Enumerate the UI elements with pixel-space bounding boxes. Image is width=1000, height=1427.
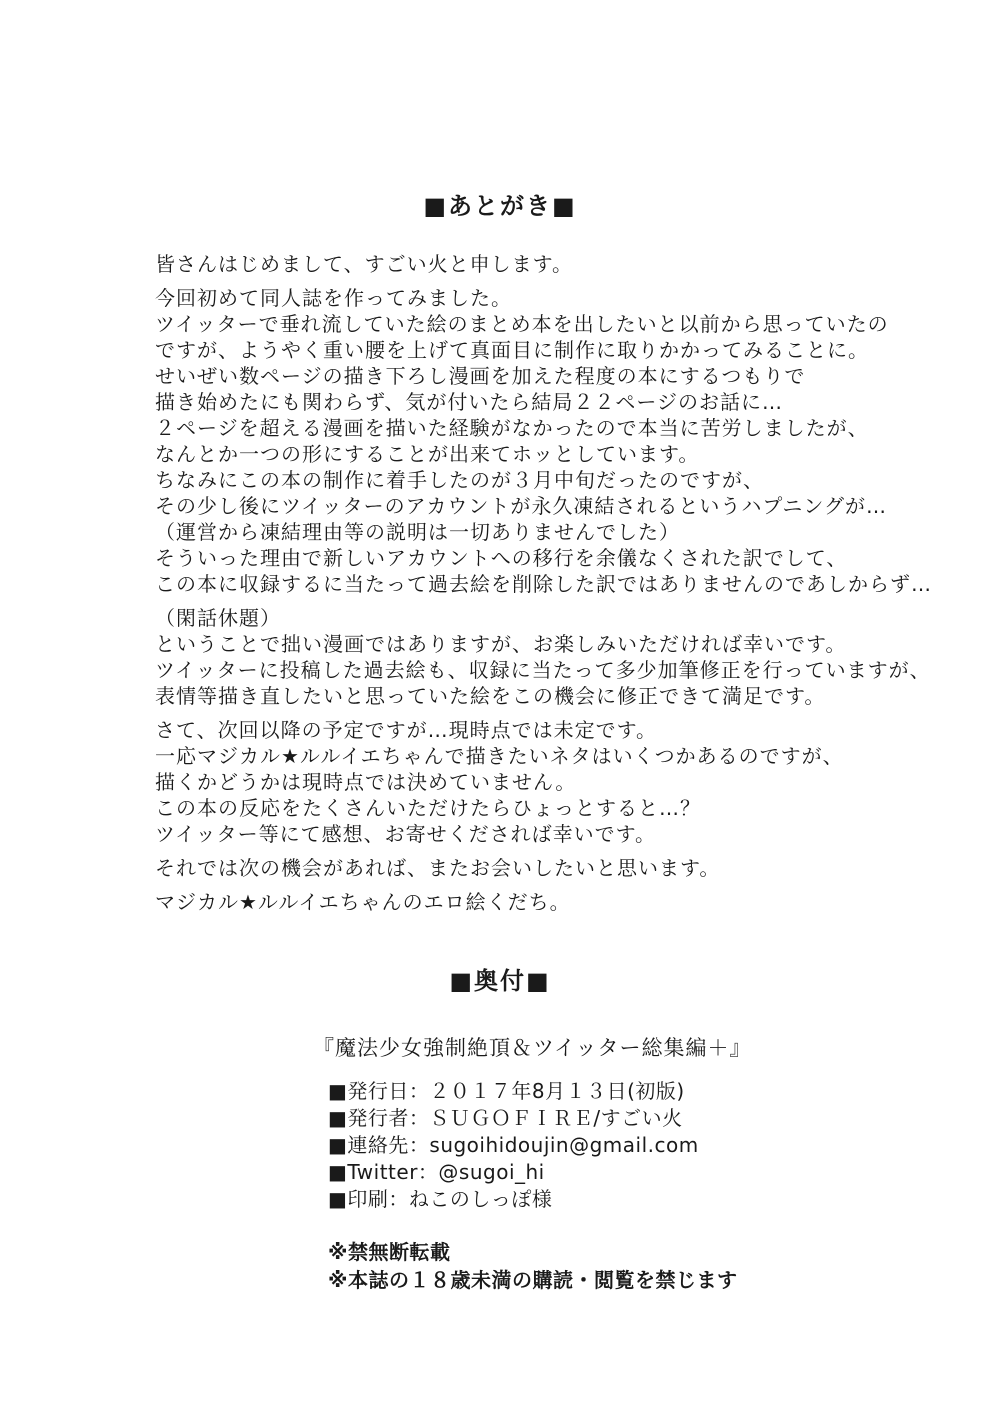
afterword-text-line: 表情等描き直したいと思っていた絵をこの機会に修正できて満足です。 bbox=[155, 684, 826, 708]
afterword-text-line: せいぜい数ページの描き下ろし漫画を加えた程度の本にするつもりで bbox=[155, 364, 806, 388]
afterword-text-line: ということで拙い漫画ではありますが、お楽しみいただければ幸いです。 bbox=[155, 632, 847, 656]
colophon-detail-line: ■連絡先：sugoihidoujin@gmail.com bbox=[328, 1133, 699, 1157]
afterword-text-line: この本に収録するに当たって過去絵を削除した訳ではありませんのであしからず… bbox=[155, 572, 932, 596]
colophon-details bbox=[0, 1078, 1000, 1213]
afterword-text-line: ですが、ようやく重い腰を上げて真面目に制作に取りかかってみることに。 bbox=[155, 338, 869, 362]
afterword-text-line: さて、次回以降の予定ですが…現時点では未定です。 bbox=[155, 718, 657, 742]
colophon-notice-line: ※本誌の１８歳未満の購読・閲覧を禁じます bbox=[328, 1268, 738, 1292]
afterword-text-line: ２ページを超える漫画を描いた経験がなかったので本当に苦労しましたが、 bbox=[155, 416, 869, 440]
colophon-notice-line: ※禁無断転載 bbox=[328, 1240, 451, 1264]
afterword-heading: ■あとがき■ bbox=[423, 192, 577, 220]
afterword-text-line: ツイッター等にて感想、お寄せくだされば幸いです。 bbox=[155, 822, 656, 846]
afterword-text-line: マジカル★ルルイエちゃんのエロ絵くだち。 bbox=[155, 890, 571, 914]
colophon-notices bbox=[0, 1238, 1000, 1294]
afterword-text-line: 今回初めて同人誌を作ってみました。 bbox=[155, 286, 512, 310]
book-title: 『魔法少女強制絶頂＆ツイッター総集編＋』 bbox=[313, 1036, 752, 1060]
colophon-heading: ■奥付■ bbox=[449, 967, 551, 995]
afterword-text-line: この本の反応をたくさんいただけたらひょっとすると…？ bbox=[155, 796, 701, 820]
afterword-text-line: 皆さんはじめまして、すごい火と申します。 bbox=[155, 252, 573, 276]
colophon-detail-line: ■発行日：２０１７年8月１３日(初版) bbox=[328, 1079, 685, 1103]
afterword-text-line: それでは次の機会があれば、またお会いしたいと思います。 bbox=[155, 856, 721, 880]
afterword-text-line: そういった理由で新しいアカウントへの移行を余儀なくされた訳でして、 bbox=[155, 546, 848, 570]
afterword-text-line: なんとか一つの形にすることが出来てホッとしています。 bbox=[155, 442, 700, 466]
afterword-text-line: 一応マジカル★ルルイエちゃんで描きたいネタはいくつかあるのですが、 bbox=[155, 744, 844, 768]
afterword-text-line: 描き始めたにも関わらず、気が付いたら結局２２ページのお話に… bbox=[155, 390, 783, 414]
afterword-text-line: ちなみにこの本の制作に着手したのが３月中旬だったのですが、 bbox=[155, 468, 764, 492]
afterword-body bbox=[0, 251, 1000, 915]
afterword-text-line: （閑話休題） bbox=[155, 606, 281, 630]
colophon-detail-line: ■発行者：ＳＵＧＯＦＩＲＥ/すごい火 bbox=[328, 1106, 683, 1130]
afterword-text-line: （運営から凍結理由等の説明は一切ありませんでした） bbox=[155, 520, 680, 544]
colophon-detail-line: ■印刷：ねこのしっぽ様 bbox=[328, 1187, 553, 1211]
colophon-detail-line: ■Twitter：@sugoi_hi bbox=[328, 1160, 545, 1184]
afterword-text-line: ツイッターに投稿した過去絵も、収録に当たって多少加筆修正を行っていますが、 bbox=[155, 658, 931, 682]
afterword-text-line: その少し後にツイッターのアカウントが永久凍結されるというハプニングが… bbox=[155, 494, 887, 518]
afterword-text-line: 描くかどうかは現時点では決めていません。 bbox=[155, 770, 577, 794]
afterword-text-line: ツイッターで垂れ流していた絵のまとめ本を出したいと以前から思っていたの bbox=[155, 312, 889, 336]
